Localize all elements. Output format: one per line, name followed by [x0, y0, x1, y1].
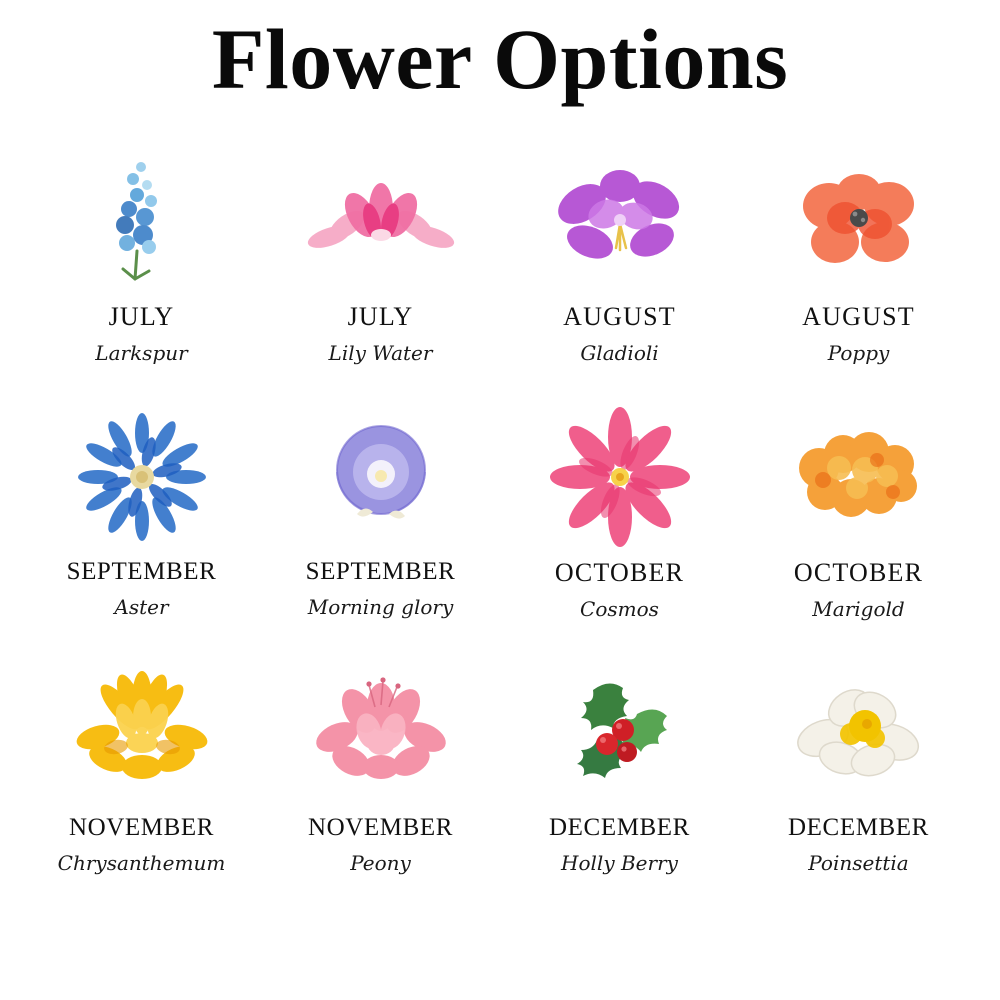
- flower-name: Poinsettia: [808, 851, 909, 875]
- morning-glory-flower-icon: [291, 402, 471, 552]
- flower-month: OCTOBER: [554, 558, 685, 587]
- poppy-flower-icon: [769, 146, 949, 296]
- water-lily-flower-icon: [291, 146, 471, 296]
- larkspur-flower-icon: [52, 146, 232, 296]
- flower-name: Lily Water: [328, 341, 433, 365]
- flower-month: DECEMBER: [788, 814, 929, 841]
- flower-name: Marigold: [812, 597, 905, 621]
- flower-name: Chrysanthemum: [57, 851, 226, 875]
- flower-card-cosmos[interactable]: [500, 402, 739, 658]
- flower-name: Aster: [114, 595, 169, 619]
- flower-month: NOVEMBER: [307, 814, 454, 841]
- flower-month: JULY: [108, 302, 175, 331]
- flower-card-poppy[interactable]: [739, 146, 978, 402]
- flower-card-holly-berry[interactable]: [500, 658, 739, 914]
- flower-card-gladioli[interactable]: [500, 146, 739, 402]
- flower-grid: [0, 146, 1000, 914]
- flower-month: JULY: [347, 302, 414, 331]
- flower-card-poinsettia[interactable]: [739, 658, 978, 914]
- flower-name: Poppy: [827, 341, 890, 365]
- flower-card-aster[interactable]: [22, 402, 261, 658]
- flower-card-morning-glory[interactable]: [261, 402, 500, 658]
- peony-flower-icon: [291, 658, 471, 808]
- flower-card-lily-water[interactable]: [261, 146, 500, 402]
- page-title: Flower Options: [211, 11, 789, 107]
- gladioli-flower-icon: [530, 146, 710, 296]
- flower-card-chrysanthemum[interactable]: [22, 658, 261, 914]
- aster-flower-icon: [52, 402, 232, 552]
- flower-month: NOVEMBER: [68, 814, 215, 841]
- flower-card-marigold[interactable]: [739, 402, 978, 658]
- flower-name: Cosmos: [580, 597, 659, 621]
- holly-berry-icon: [530, 658, 710, 808]
- flower-name: Peony: [350, 851, 411, 875]
- flower-name: Larkspur: [95, 341, 188, 365]
- flower-card-peony[interactable]: [261, 658, 500, 914]
- flower-card-larkspur[interactable]: [22, 146, 261, 402]
- flower-month: AUGUST: [563, 302, 676, 331]
- poinsettia-flower-icon: [769, 658, 949, 808]
- flower-name: Holly Berry: [561, 851, 678, 875]
- flower-month: DECEMBER: [549, 814, 690, 841]
- flower-month: OCTOBER: [793, 558, 924, 587]
- flower-month: SEPTEMBER: [66, 558, 217, 585]
- flower-name: Gladioli: [580, 341, 659, 365]
- marigold-flower-icon: [769, 402, 949, 552]
- flower-name: Morning glory: [307, 595, 454, 619]
- flower-month: AUGUST: [802, 302, 915, 331]
- chrysanthemum-flower-icon: [52, 658, 232, 808]
- flower-month: SEPTEMBER: [305, 558, 456, 585]
- cosmos-flower-icon: [530, 402, 710, 552]
